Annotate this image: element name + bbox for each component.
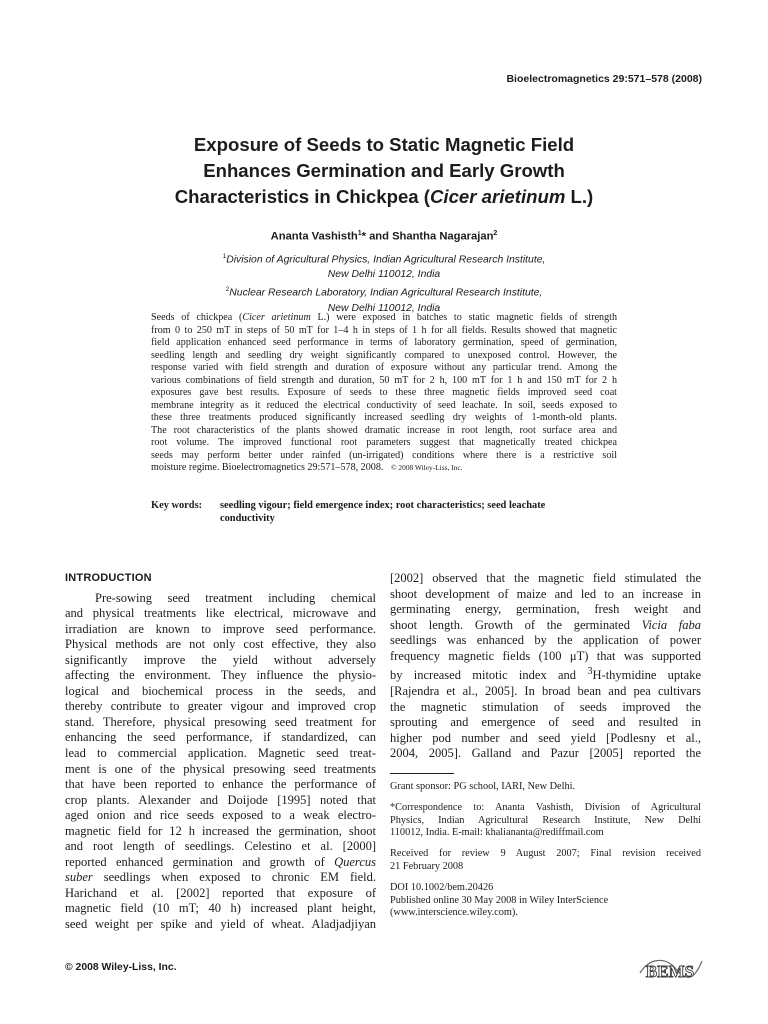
body-line: [Rajendra et al., 2005]. In broad bean and pea cultivars: [390, 683, 701, 698]
body-line-text: H-thymidine uptake: [592, 668, 701, 683]
title-species: Cicer arietinum: [429, 186, 566, 207]
micro-symbol: μ: [569, 648, 577, 663]
title-line-3-pre: Characteristics in Chickpea (: [174, 186, 430, 207]
species-suber: suber: [65, 870, 93, 885]
author-1: Ananta Vashisth: [270, 230, 358, 243]
body-line: enhancing the seed performance, if standardized, can: [65, 730, 376, 745]
abstract-copyright: © 2008 Wiley-Liss, Inc.: [390, 463, 463, 472]
affiliations: [84, 249, 684, 316]
footer-copyright: © 2008 Wiley-Liss, Inc.: [65, 962, 177, 973]
doi-note: [390, 882, 701, 920]
body-line: germinating energy, germination, fresh weight and: [390, 602, 701, 617]
author-list: [84, 230, 684, 243]
body-line: significantly improve the yield without adversely: [65, 652, 376, 667]
received-note: [390, 848, 701, 874]
body-line: lead to commercial application. Magnetic seed treat-: [65, 746, 376, 761]
body-line: crop plants. Alexander and Doijode [1995] noted that: [65, 792, 376, 807]
right-column: [390, 571, 701, 762]
keywords-line-2: conductivity: [220, 512, 275, 524]
note-line: 110012, India. E-mail: khaliananta@rediffmail.com: [390, 827, 604, 839]
species-quercus: Quercus: [334, 854, 376, 869]
abstract-line: exposures gave best results. Exposure of seeds to these three magnetic fields improved seed coat: [151, 387, 617, 398]
abstract-line: various combinations of field strength and duration, 50 mT for 2 h, 100 mT for 1 h and 150 mT for 2 h: [151, 374, 617, 386]
note-line: Physics, Indian Agricultural Research Institute, New Delhi: [390, 814, 701, 826]
abstract-line: seeds may perform better under rainfed (un-irrigated) conditions where there is a restrictive soil: [151, 449, 617, 461]
title-line-2: Enhances Germination and Early Growth: [203, 160, 565, 181]
body-line: irradiation are known to improve seed performance.: [65, 621, 376, 636]
body-line: affecting the environment. They influence the physio-: [65, 668, 376, 683]
abstract-line-1-post: L.) were exposed in batches to static magnetic fields of strength: [310, 312, 617, 323]
abstract-line: these three treatments produced significantly increased seedling dry weights of 1-month-old plants.: [151, 412, 617, 423]
keywords-list: seedling vigour; field emergence index; root characteristics; seed leachate: [220, 500, 546, 511]
body-line-text: T) that was supported: [576, 648, 701, 663]
body-line: the magnetic stimulation of seeds improved the: [390, 699, 701, 714]
body-line-text: seedlings when exposed to chronic EM field.: [92, 870, 376, 885]
author-2-affil: 2: [493, 230, 498, 237]
body-line: 2004, 2005]. Galland and Pazur [2005] reported the: [390, 746, 701, 761]
journal-logo: [636, 953, 704, 985]
author-2: Shantha Nagarajan: [392, 230, 494, 243]
left-column: [65, 571, 376, 933]
abstract-species: Cicer arietinum: [242, 312, 311, 323]
correspondence-note: [390, 802, 701, 840]
note-line: *Correspondence to: Ananta Vashisth, Division of Agricultural: [390, 801, 701, 813]
keywords: [151, 500, 617, 525]
body-line: [2002] observed that the magnetic field stimulated the: [390, 571, 701, 585]
title-line-3-post: L.): [565, 186, 594, 207]
body-line: higher pod number and seed yield [Podlesny et al.,: [390, 730, 701, 745]
body-line: sprouting and emergence of seed and resulted in: [390, 715, 701, 730]
note-line: 21 February 2008: [390, 860, 464, 872]
body-line: logical and biochemical process in the seeds, and: [65, 683, 376, 698]
affiliation-1: [84, 249, 684, 267]
affiliation-1-number: 1: [222, 253, 227, 260]
note-line: DOI 10.1002/bem.20426: [390, 881, 494, 893]
affiliation-2-city: New Delhi 110012, India: [327, 302, 441, 314]
title-line-1: Exposure of Seeds to Static Magnetic Field: [193, 134, 575, 155]
body-line-text: by increased mitotic index and: [390, 668, 588, 683]
article-title: [84, 132, 684, 210]
body-line: shoot development of maize and led to an increase in: [390, 586, 701, 601]
abstract-line-1-pre: Seeds of chickpea (: [151, 312, 243, 323]
body-line: seed weight per spike and yield of wheat. Aladjadjiyan: [65, 917, 376, 932]
keywords-line-1: [151, 500, 617, 513]
abstract-line: root volume. The improved functional root parameters suggest that magnetically treated chickpea: [151, 437, 617, 448]
body-line: thereby contribute to greater vigour and improved crop: [65, 699, 376, 714]
author-1-affil: 1: [357, 230, 362, 237]
author-joiner: and: [365, 230, 393, 243]
grant-note: Grant sponsor: PG school, IARI, New Delhi.: [390, 781, 576, 792]
note-line: Received for review 9 August 2007; Final revision received: [390, 848, 701, 860]
body-line: [65, 855, 376, 871]
abstract-line: The root characteristics of the plants showed dramatic increase in root length, root surface area and: [151, 424, 617, 436]
body-line: magnetic field (10 mT; 40 h) increased plant height,: [65, 901, 376, 916]
abstract-line: response varied with field strength and duration of exposure without any particular trend. Among the: [151, 362, 617, 373]
body-line: [65, 870, 376, 886]
journal-reference: Bioelectromagnetics 29:571–578 (2008): [506, 73, 702, 85]
affiliation-2: [84, 282, 684, 300]
body-line: that have been reported to enhance the performance of: [65, 777, 376, 792]
corresponding-mark: *: [361, 230, 366, 243]
abstract-line: [151, 312, 617, 325]
footnote-divider: [390, 773, 454, 774]
note-line: Published online 30 May 2008 in Wiley InterScience: [390, 894, 609, 906]
logo-text: BEMS: [645, 962, 695, 981]
keywords-label: Key words:: [151, 500, 203, 511]
abstract: [151, 312, 617, 475]
body-line: [390, 649, 701, 665]
body-line-text: shoot length. Growth of the germinated: [390, 617, 642, 632]
isotope-mass-number: 3: [587, 666, 593, 678]
abstract-line: seedling length and seedling dry weight significantly compared to unexposed control. However, the: [151, 349, 617, 361]
body-line: and root length of seedlings. Celestino et al. [2000]: [65, 839, 376, 854]
body-line: Pre-sowing seed treatment including chemical: [95, 590, 376, 605]
body-line: ment is one of the physical presowing seed treatments: [65, 761, 376, 776]
body-line: Physical methods are not only cost effective, they also: [65, 637, 376, 652]
note-line: (www.interscience.wiley.com).: [390, 907, 518, 919]
title-line-3: [84, 184, 684, 210]
body-line: [390, 664, 701, 684]
body-line: Harichand et al. [2002] reported that exposure of: [65, 885, 376, 900]
body-line: aged onion and rice seeds exposed to a weak electro-: [65, 808, 376, 823]
body-line-text: frequency magnetic fields (100: [390, 648, 570, 663]
body-line: seedlings was enhanced by the application of power: [390, 633, 701, 648]
abstract-line: membrane integrity as it reduced the electrical conductivity of seed leachate. In soil, seeds exposed to: [151, 399, 617, 411]
abstract-line: from 0 to 250 mT in steps of 50 mT for 1–4 h in steps of 1 h for all fields. Results showed that magnetic: [151, 324, 617, 336]
body-line: and physical treatments like electrical, microwave and: [65, 606, 376, 621]
abstract-line: field application enhanced seed performance in terms of laboratory germination, speed of germination,: [151, 337, 617, 348]
affiliation-1-city: New Delhi 110012, India: [327, 269, 441, 281]
body-line: [390, 618, 701, 634]
body-line-text: reported enhanced germination and growth of: [65, 854, 325, 869]
body-line: stand. Therefore, physical presowing seed treatment for: [65, 714, 376, 729]
body-line: magnetic field for 12 h increased the germination, shoot: [65, 823, 376, 838]
species-vicia-faba: Vicia faba: [641, 617, 701, 632]
section-heading: INTRODUCTION: [65, 572, 152, 584]
affiliation-1-line-1: Division of Agricultural Physics, Indian Agricultural Research Institute,: [226, 254, 546, 266]
affiliation-2-number: 2: [225, 286, 230, 294]
abstract-citation: moisture regime. Bioelectromagnetics 29:571–578, 2008.: [151, 462, 384, 473]
abstract-line: [151, 462, 617, 475]
footnotes: [390, 781, 701, 928]
affiliation-2-line-1: Nuclear Research Laboratory, Indian Agricultural Research Institute,: [229, 287, 543, 299]
